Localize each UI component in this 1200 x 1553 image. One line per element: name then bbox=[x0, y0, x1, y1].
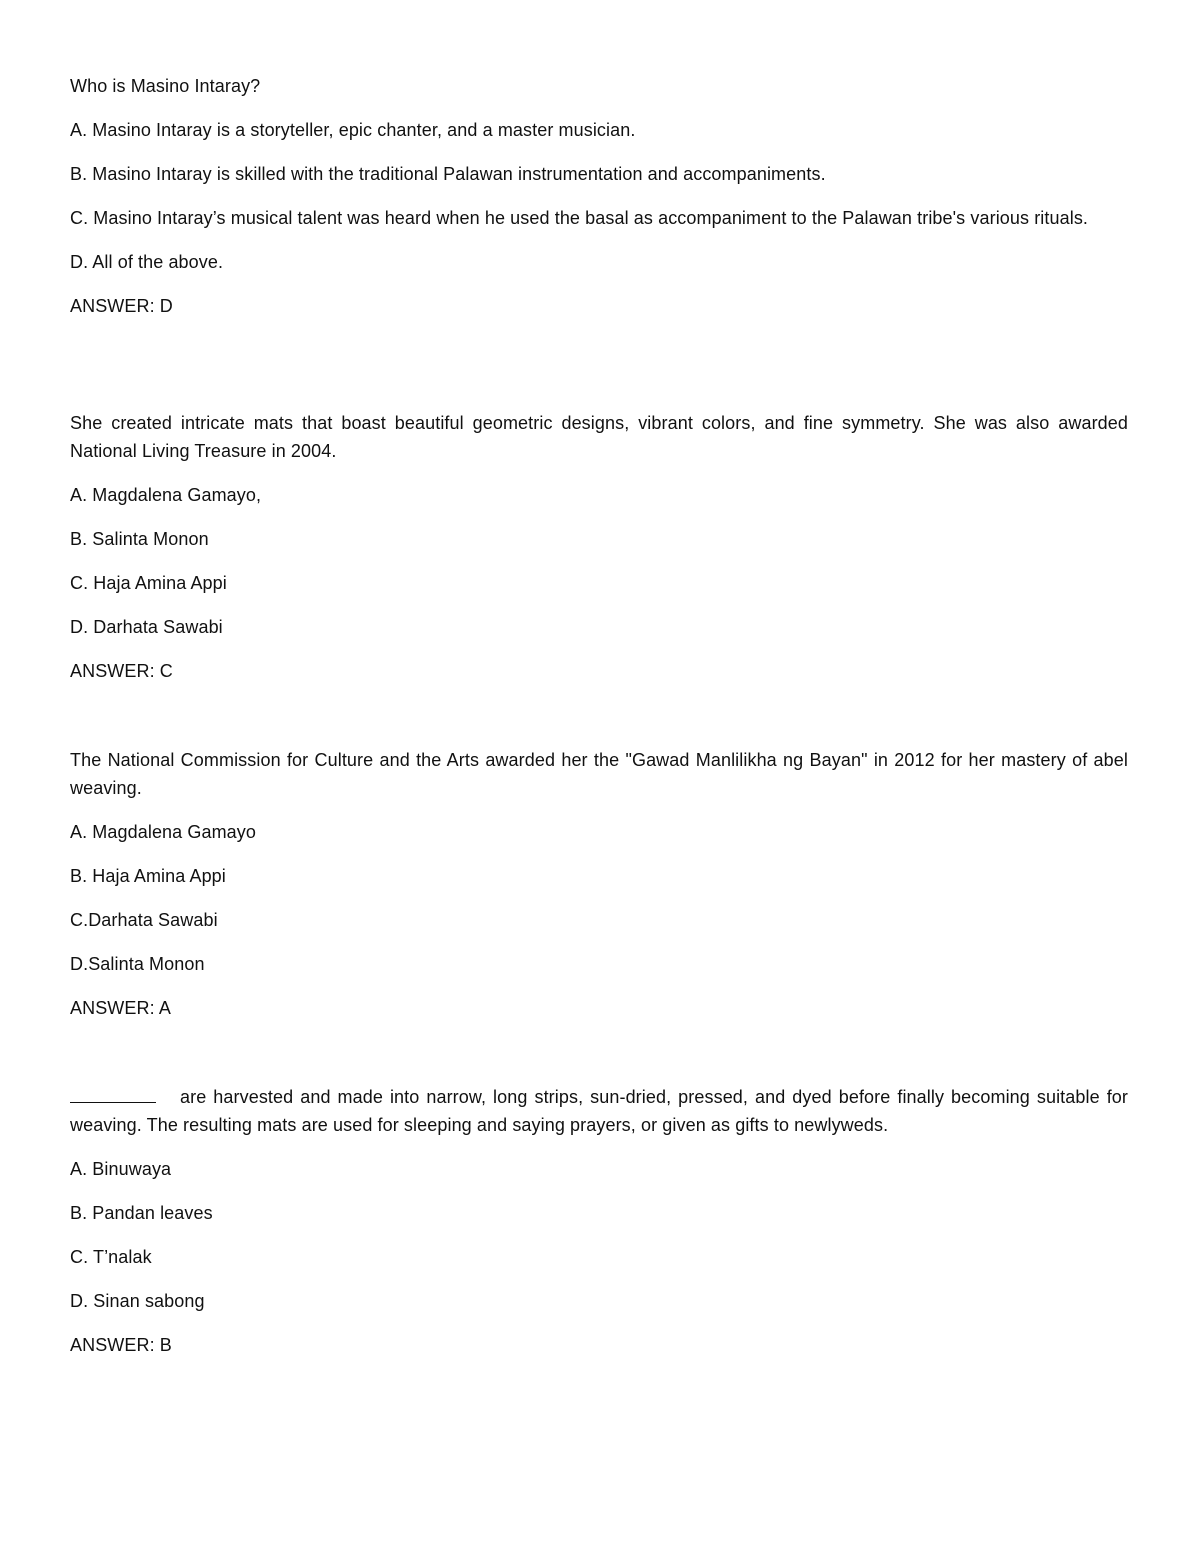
answer-option-d: D. Darhata Sawabi bbox=[70, 617, 223, 637]
answer-option-c: C. T’nalak bbox=[70, 1247, 152, 1267]
answer-option-a: A. Magdalena Gamayo bbox=[70, 822, 257, 842]
answer-option-c: C.Darhata Sawabi bbox=[70, 910, 218, 930]
answer-option-b: B. Salinta Monon bbox=[70, 529, 209, 549]
answer-option-d: D. All of the above. bbox=[70, 252, 224, 272]
answer-key: ANSWER: A bbox=[70, 998, 171, 1018]
question-stem-text: are harvested and made into narrow, long strips, sun-dried, pressed, and dyed before finally becoming suitable for weaving. The resulting mats are used for sleeping and saying prayers, or given as gifts to newlyweds. bbox=[70, 1087, 1128, 1135]
question-stem: The National Commission for Culture and the Arts awarded her the "Gawad Manlilikha ng Bayan" in 2012 for her mastery of abel weaving. bbox=[70, 750, 1128, 798]
question-stem: Who is Masino Intaray? bbox=[70, 76, 261, 96]
answer-option-d: D. Sinan sabong bbox=[70, 1291, 205, 1311]
answer-key: ANSWER: C bbox=[70, 661, 173, 681]
question-block-1 bbox=[70, 72, 1128, 320]
question-block-4 bbox=[70, 1083, 1128, 1359]
answer-option-c: C. Masino Intaray’s musical talent was heard when he used the basal as accompaniment to the Palawan tribe's various rituals. bbox=[70, 208, 1089, 228]
answer-option-a: A. Magdalena Gamayo, bbox=[70, 485, 262, 505]
answer-option-b: B. Masino Intaray is skilled with the traditional Palawan instrumentation and accompaniments. bbox=[70, 164, 826, 184]
answer-option-b: B. Pandan leaves bbox=[70, 1203, 213, 1223]
question-block-3 bbox=[70, 746, 1128, 1022]
answer-key: ANSWER: B bbox=[70, 1335, 172, 1355]
answer-key: ANSWER: D bbox=[70, 296, 173, 316]
answer-option-a: A. Masino Intaray is a storyteller, epic chanter, and a master musician. bbox=[70, 120, 636, 140]
fill-in-blank-line bbox=[70, 1084, 156, 1103]
answer-option-b: B. Haja Amina Appi bbox=[70, 866, 226, 886]
answer-option-d: D.Salinta Monon bbox=[70, 954, 205, 974]
answer-option-c: C. Haja Amina Appi bbox=[70, 573, 227, 593]
question-stem-with-blank bbox=[70, 1083, 1128, 1139]
question-stem: She created intricate mats that boast beautiful geometric designs, vibrant colors, and fine symmetry. She was also awarded National Living Treasure in 2004. bbox=[70, 413, 1128, 461]
answer-option-a: A. Binuwaya bbox=[70, 1159, 172, 1179]
question-block-2 bbox=[70, 409, 1128, 685]
